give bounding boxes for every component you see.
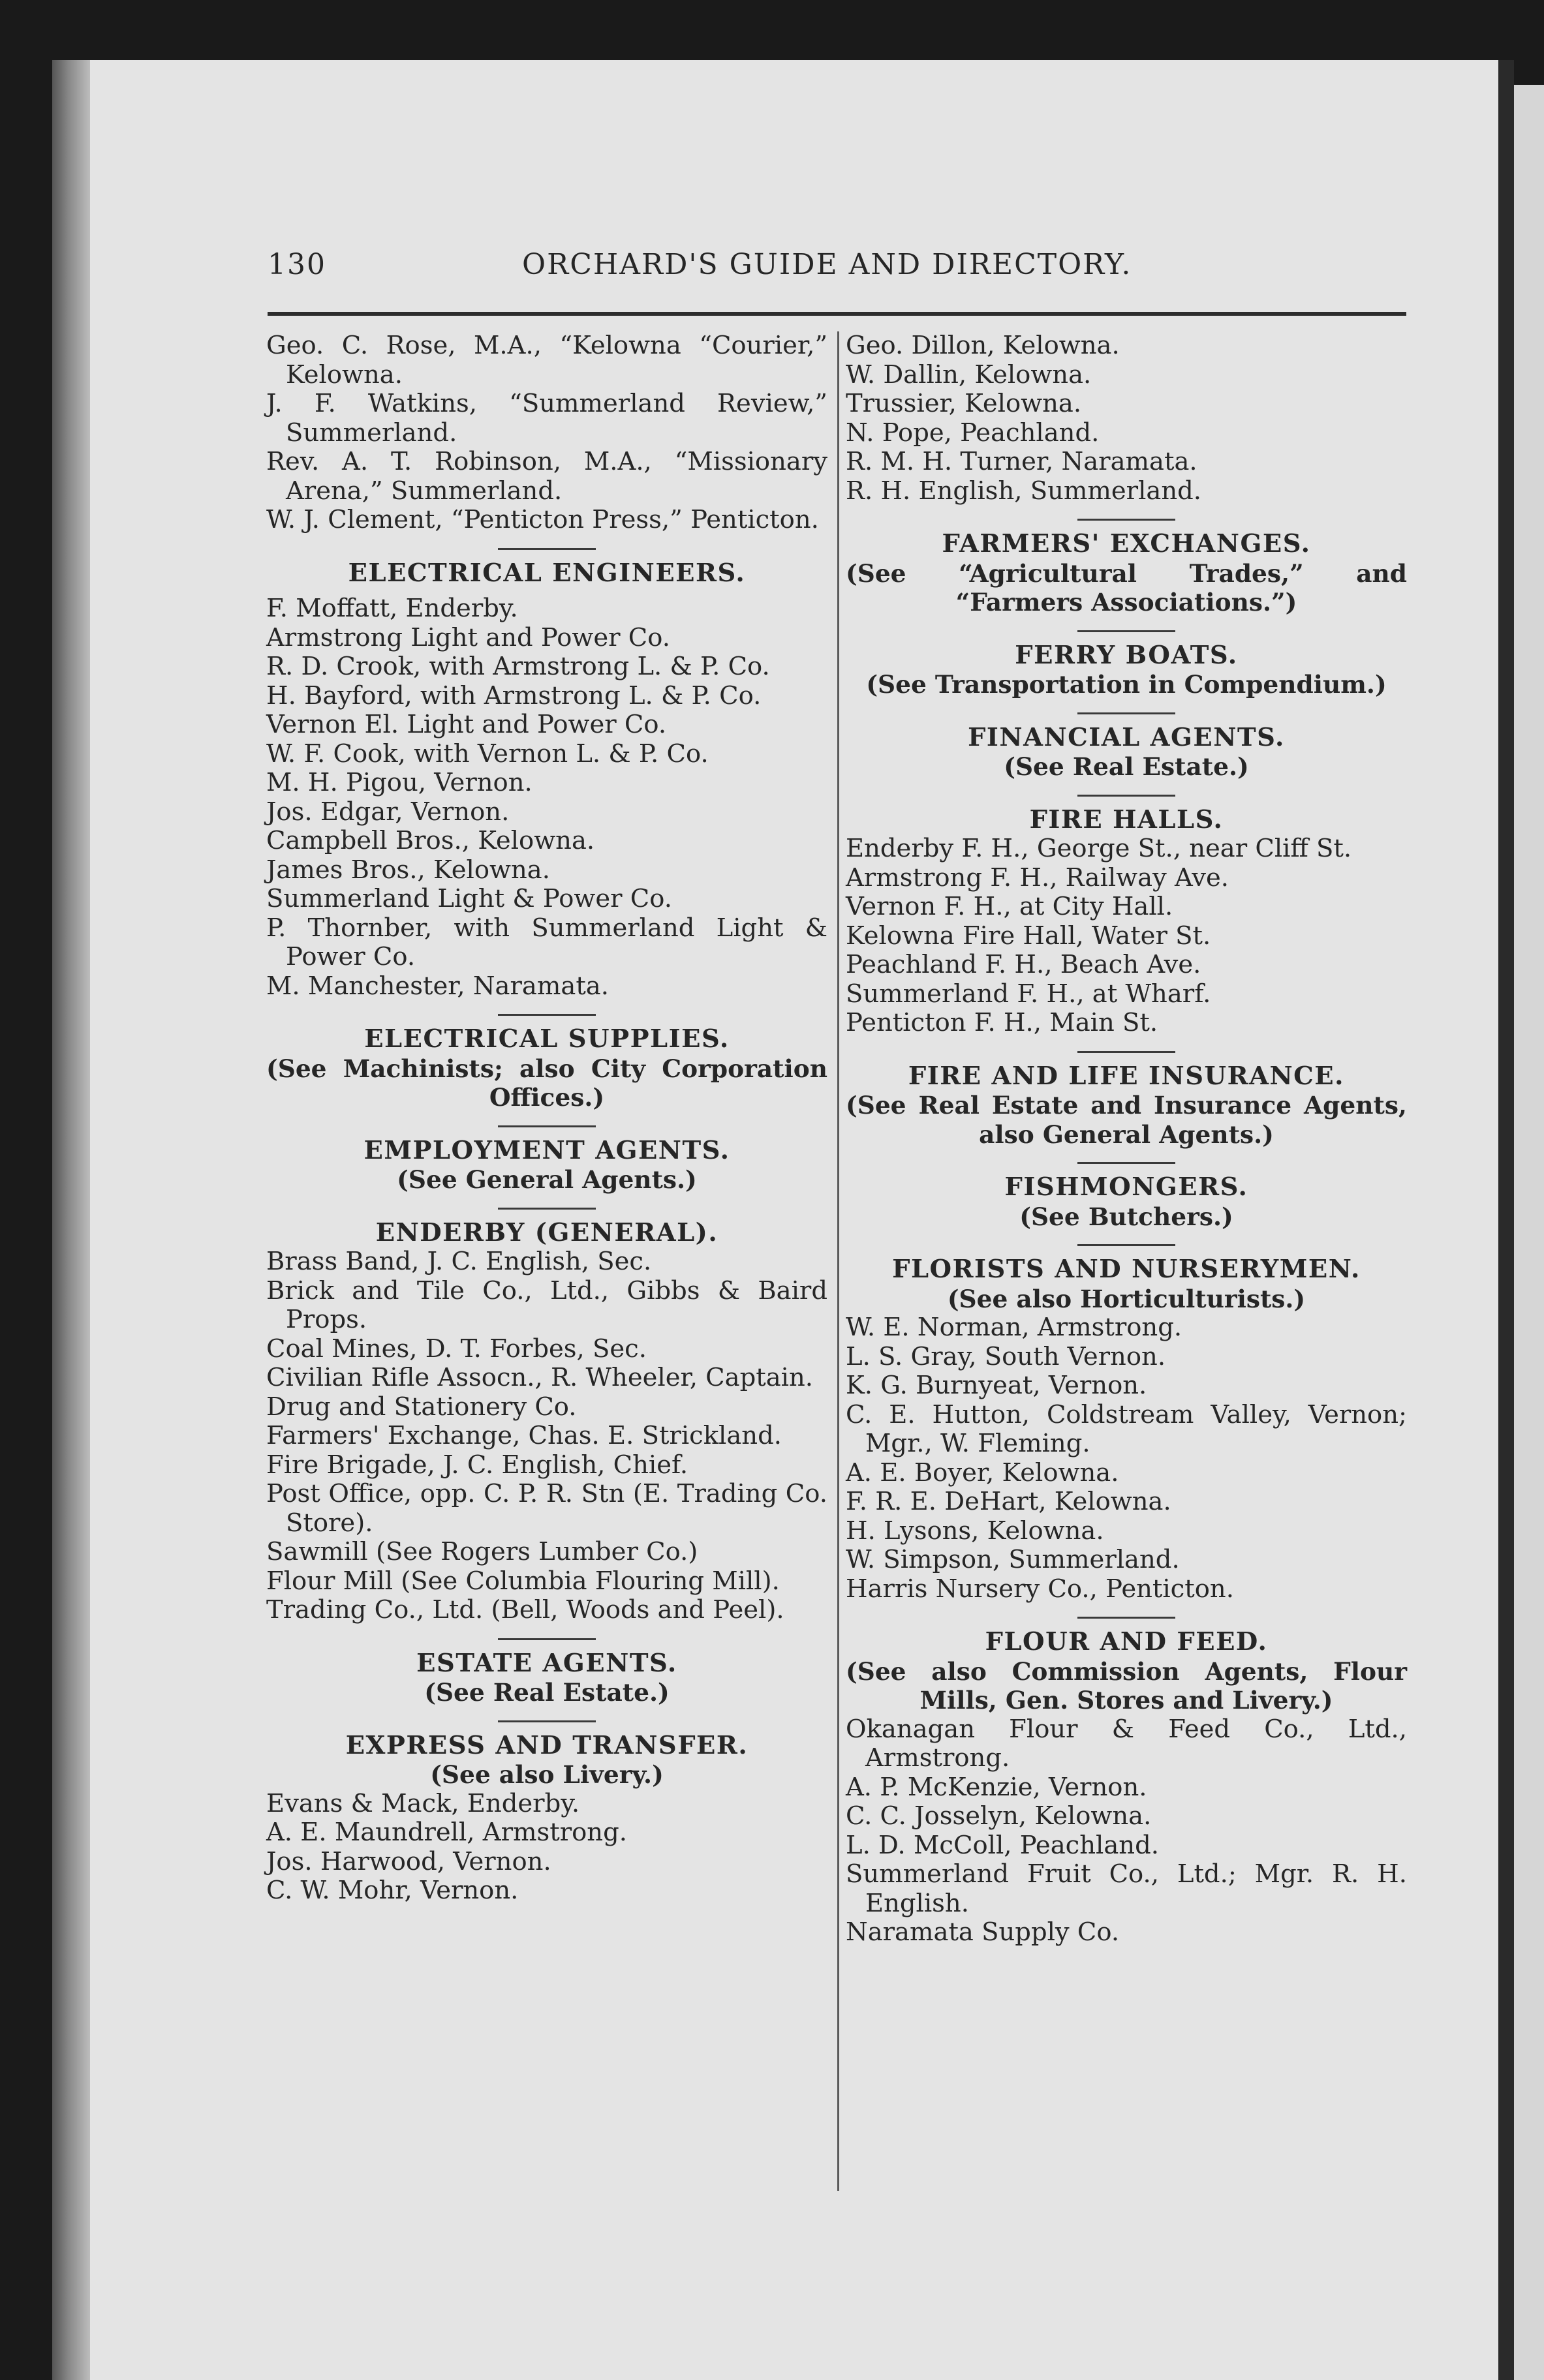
directory-entry: Kelowna Fire Hall, Water St. (846, 921, 1211, 951)
directory-entry: James Bros., Kelowna. (266, 855, 550, 885)
section-heading-fire-and-life-insurance: FIRE AND LIFE INSURANCE. (908, 1061, 1345, 1091)
section-heading-florists-and-nurserymen: FLORISTS AND NURSERYMEN. (892, 1255, 1361, 1284)
section-note: (See Transportation in Compendium.) (866, 670, 1387, 699)
directory-entry: L. D. McColl, Peachland. (846, 1830, 1159, 1860)
section-divider (1077, 630, 1175, 632)
directory-entry: Jos. Edgar, Vernon. (266, 797, 510, 827)
directory-entry: Brass Band, J. C. English, Sec. (266, 1247, 652, 1276)
section-heading-employment-agents: EMPLOYMENT AGENTS. (363, 1135, 730, 1165)
right-column (846, 331, 1407, 1947)
page-number: 130 (268, 248, 326, 281)
running-header (268, 248, 1410, 294)
section-divider (1077, 712, 1175, 714)
section-divider (1077, 1244, 1175, 1246)
directory-entry: N. Pope, Peachland. (846, 418, 1100, 448)
section-divider (498, 548, 596, 550)
section-heading-electrical-engineers: ELECTRICAL ENGINEERS. (348, 558, 746, 588)
directory-entry: W. Dallin, Kelowna. (846, 359, 1092, 389)
gutter-shadow (1498, 60, 1514, 2380)
directory-entry: Campbell Bros., Kelowna. (266, 826, 595, 855)
directory-entry: Fire Brigade, J. C. English, Chief. (266, 1450, 688, 1480)
directory-entry: M. H. Pigou, Vernon. (266, 768, 533, 797)
directory-entry: Vernon El. Light and Power Co. (266, 710, 667, 739)
left-column (266, 331, 827, 1906)
directory-entry: Okanagan Flour & Feed Co., Ltd., Armstrong. (846, 1714, 1407, 1773)
section-note: (See Real Estate.) (424, 1678, 670, 1707)
directory-entry: Armstrong F. H., Railway Ave. (846, 862, 1229, 892)
directory-entry: A. E. Boyer, Kelowna. (846, 1457, 1119, 1488)
directory-entry: Drug and Stationery Co. (266, 1392, 577, 1422)
section-divider (1077, 1162, 1175, 1164)
directory-entry: F. Moffatt, Enderby. (266, 594, 518, 623)
directory-entry: K. G. Burnyeat, Vernon. (846, 1371, 1147, 1400)
section-divider (498, 1125, 596, 1127)
section-divider (498, 1208, 596, 1210)
directory-entry: Peachland F. H., Beach Ave. (846, 950, 1201, 979)
section-note: (See Real Estate and Insurance Agents, also General Agents.) (846, 1091, 1407, 1149)
section-note: (See also Commission Agents, Flour Mills, Gen. Stores and Livery.) (846, 1656, 1407, 1715)
directory-entry: Penticton F. H., Main St. (846, 1008, 1158, 1037)
section-heading-electrical-supplies: ELECTRICAL SUPPLIES. (364, 1024, 730, 1054)
directory-entry: M. Manchester, Naramata. (266, 971, 609, 1001)
directory-entry: R. M. H. Turner, Naramata. (846, 447, 1197, 476)
directory-entry: Trussier, Kelowna. (846, 389, 1082, 418)
directory-entry: Summerland F. H., at Wharf. (846, 979, 1211, 1009)
section-heading-fire-halls: FIRE HALLS. (1029, 804, 1224, 834)
column-divider (837, 331, 839, 2191)
section-heading-estate-agents: ESTATE AGENTS. (416, 1648, 677, 1678)
directory-entry: Vernon F. H., at City Hall. (846, 892, 1173, 921)
directory-entry: Harris Nursery Co., Penticton. (846, 1574, 1234, 1604)
section-heading-flour-and-feed: FLOUR AND FEED. (985, 1627, 1268, 1656)
directory-entry: Enderby F. H., George St., near Cliff St. (846, 834, 1352, 863)
directory-entry: H. Lysons, Kelowna. (846, 1516, 1104, 1546)
directory-entry: H. Bayford, with Armstrong L. & P. Co. (266, 680, 762, 710)
directory-entry: W. Simpson, Summerland. (846, 1545, 1180, 1574)
section-divider (1077, 519, 1175, 521)
directory-entry: J. F. Watkins, “Summerland Review,” Summerland. (266, 389, 827, 448)
directory-entry: Brick and Tile Co., Ltd., Gibbs & Baird Props. (266, 1275, 827, 1334)
section-divider (498, 1720, 596, 1722)
directory-entry: C. E. Hutton, Coldstream Valley, Vernon; Mgr., W. Fleming. (846, 1399, 1407, 1458)
directory-entry: Farmers' Exchange, Chas. E. Strickland. (266, 1421, 782, 1450)
directory-entry: Naramata Supply Co. (846, 1917, 1120, 1947)
directory-entry: P. Thornber, with Summerland Light & Power Co. (266, 913, 827, 971)
directory-entry: W. J. Clement, “Penticton Press,” Penticton. (266, 505, 819, 534)
section-note: (See also Livery.) (430, 1760, 664, 1789)
directory-entry: C. W. Mohr, Vernon. (266, 1876, 519, 1905)
section-divider (1077, 795, 1175, 797)
directory-entry: Armstrong Light and Power Co. (266, 622, 670, 652)
next-page-edge (1514, 85, 1544, 2380)
section-heading-farmers-exchanges: FARMERS' EXCHANGES. (942, 529, 1311, 558)
directory-entry: Flour Mill (See Columbia Flouring Mill). (266, 1566, 780, 1596)
directory-entry: Summerland Light & Power Co. (266, 884, 672, 913)
header-rule (268, 312, 1406, 316)
section-divider (1077, 1617, 1175, 1619)
directory-entry: W. E. Norman, Armstrong. (846, 1313, 1182, 1342)
section-divider (498, 1014, 596, 1016)
directory-entry: Geo. C. Rose, M.A., “Kelowna “Courier,” Kelowna. (266, 331, 827, 389)
directory-entry: Coal Mines, D. T. Forbes, Sec. (266, 1334, 647, 1364)
directory-entry: F. R. E. DeHart, Kelowna. (846, 1487, 1171, 1516)
page-binding-edge (52, 60, 90, 2380)
directory-entry: Civilian Rifle Assocn., R. Wheeler, Captain. (266, 1363, 813, 1392)
directory-entry: A. P. McKenzie, Vernon. (846, 1772, 1147, 1802)
directory-entry: Jos. Harwood, Vernon. (266, 1846, 551, 1876)
section-note: (See also Horticulturists.) (947, 1284, 1306, 1313)
directory-entry: Evans & Mack, Enderby. (266, 1788, 580, 1818)
section-note: (See Butchers.) (1019, 1202, 1233, 1231)
directory-entry: W. F. Cook, with Vernon L. & P. Co. (266, 739, 709, 769)
section-note: (See “Agricultural Trades,” and “Farmers Associations.”) (846, 558, 1407, 617)
directory-entry: L. S. Gray, South Vernon. (846, 1341, 1166, 1371)
directory-entry: Post Office, opp. C. P. R. Stn (E. Trading Co. Store). (266, 1479, 827, 1538)
directory-entry: Sawmill (See Rogers Lumber Co.) (266, 1537, 698, 1566)
section-heading-financial-agents: FINANCIAL AGENTS. (968, 722, 1285, 752)
section-divider (1077, 1051, 1175, 1053)
directory-entry: R. H. English, Summerland. (846, 476, 1202, 506)
section-note: (See Real Estate.) (1004, 752, 1249, 781)
section-divider (498, 1638, 596, 1640)
section-heading-ferry-boats: FERRY BOATS. (1015, 640, 1238, 670)
directory-entry: C. C. Josselyn, Kelowna. (846, 1801, 1152, 1831)
section-heading-enderby-general: ENDERBY (GENERAL). (375, 1217, 718, 1247)
directory-entry: Geo. Dillon, Kelowna. (846, 331, 1120, 360)
directory-entry: R. D. Crook, with Armstrong L. & P. Co. (266, 652, 770, 681)
page-header-title: ORCHARD'S GUIDE AND DIRECTORY. (522, 248, 1132, 281)
directory-entry: Rev. A. T. Robinson, M.A., “Missionary Arena,” Summerland. (266, 447, 827, 506)
section-heading-express-and-transfer: EXPRESS AND TRANSFER. (345, 1730, 749, 1760)
section-note: (See Machinists; also City Corporation Offices.) (266, 1054, 827, 1112)
section-note: (See General Agents.) (397, 1165, 697, 1194)
directory-entry: A. E. Maundrell, Armstrong. (266, 1818, 627, 1847)
section-heading-fishmongers: FISHMONGERS. (1004, 1172, 1248, 1202)
directory-entry: Summerland Fruit Co., Ltd.; Mgr. R. H. English. (846, 1859, 1407, 1918)
directory-entry: Trading Co., Ltd. (Bell, Woods and Peel). (266, 1595, 784, 1625)
